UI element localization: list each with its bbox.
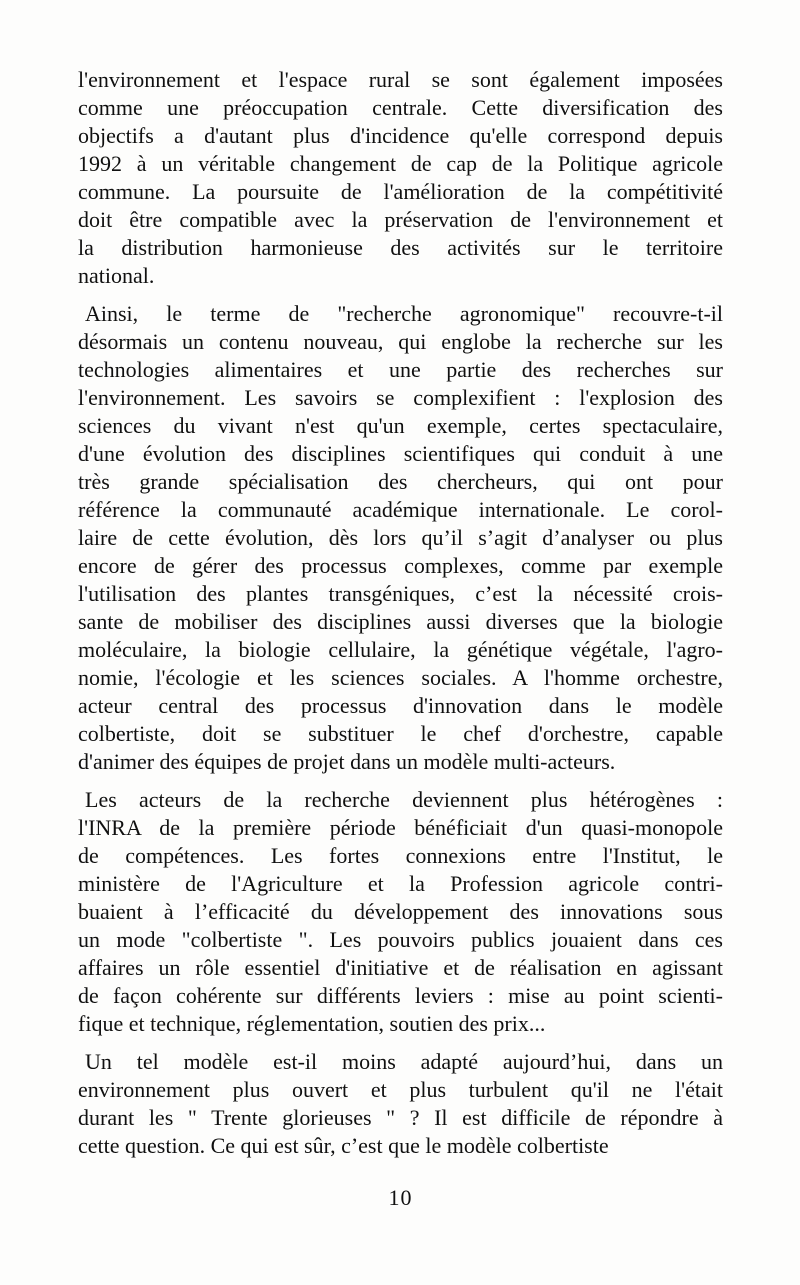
text-line: acteur central des processus d'innovation dans le modèle <box>78 693 723 718</box>
text-line: sciences du vivant n'est qu'un exemple, certes spectaculaire, <box>78 413 723 438</box>
text-line: de façon cohérente sur différents leviers : mise au point scienti- <box>78 983 723 1008</box>
paragraph <box>78 786 723 1038</box>
text-line: l'INRA de la première période bénéficiait d'un quasi-monopole <box>78 815 723 840</box>
text-line: l'environnement et l'espace rural se sont également imposées <box>78 67 723 92</box>
text-line: sante de mobiliser des disciplines aussi diverses que la biologie <box>78 609 723 634</box>
paragraph <box>78 66 723 290</box>
text-line: comme une préoccupation centrale. Cette diversification des <box>78 95 723 120</box>
text-block <box>78 66 723 1160</box>
text-line: référence la communauté académique internationale. Le corol- <box>78 497 723 522</box>
text-line: d'une évolution des disciplines scientifiques qui conduit à une <box>78 441 723 466</box>
text-line: fique et technique, réglementation, soutien des prix... <box>78 1011 546 1036</box>
text-line: la distribution harmonieuse des activités sur le territoire <box>78 235 723 260</box>
paragraph <box>78 300 723 776</box>
text-line: objectifs a d'autant plus d'incidence qu'elle correspond depuis <box>78 123 723 148</box>
text-line: Les acteurs de la recherche deviennent plus hétérogènes : <box>85 787 723 812</box>
text-line: encore de gérer des processus complexes, comme par exemple <box>78 553 723 578</box>
text-line: 1992 à un véritable changement de cap de la Politique agricole <box>78 151 723 176</box>
text-line: cette question. Ce qui est sûr, c’est que le modèle colbertiste <box>78 1133 609 1158</box>
text-line: d'animer des équipes de projet dans un modèle multi-acteurs. <box>78 749 616 774</box>
text-line: national. <box>78 263 155 288</box>
text-line: l'environnement. Les savoirs se complexifient : l'explosion des <box>78 385 723 410</box>
text-line: durant les " Trente glorieuses " ? Il est difficile de répondre à <box>78 1105 723 1130</box>
text-line: colbertiste, doit se substituer le chef d'orchestre, capable <box>78 721 723 746</box>
text-line: environnement plus ouvert et plus turbulent qu'il ne l'était <box>78 1077 723 1102</box>
paragraph <box>78 1048 723 1160</box>
text-line: très grande spécialisation des chercheurs, qui ont pour <box>78 469 723 494</box>
text-line: désormais un contenu nouveau, qui englobe la recherche sur les <box>78 329 723 354</box>
text-line: doit être compatible avec la préservation de l'environnement et <box>78 207 723 232</box>
text-line: un mode "colbertiste ". Les pouvoirs publics jouaient dans ces <box>78 927 723 952</box>
text-line: laire de cette évolution, dès lors qu’il s’agit d’analyser ou plus <box>78 525 723 550</box>
text-line: commune. La poursuite de l'amélioration de la compétitivité <box>78 179 723 204</box>
text-line: technologies alimentaires et une partie des recherches sur <box>78 357 723 382</box>
text-line: Un tel modèle est-il moins adapté aujourd’hui, dans un <box>85 1049 723 1074</box>
text-line: moléculaire, la biologie cellulaire, la génétique végétale, l'agro- <box>78 637 723 662</box>
text-line: buaient à l’efficacité du développement des innovations sous <box>78 899 723 924</box>
text-line: affaires un rôle essentiel d'initiative et de réalisation en agissant <box>78 955 723 980</box>
text-line: l'utilisation des plantes transgéniques, c’est la nécessité crois- <box>78 581 723 606</box>
text-line: ministère de l'Agriculture et la Profession agricole contri- <box>78 871 723 896</box>
page-number: 10 <box>388 1185 413 1210</box>
text-line: Ainsi, le terme de "recherche agronomique" recouvre-t-il <box>85 301 723 326</box>
text-line: nomie, l'écologie et les sciences sociales. A l'homme orchestre, <box>78 665 723 690</box>
text-line: de compétences. Les fortes connexions entre l'Institut, le <box>78 843 723 868</box>
